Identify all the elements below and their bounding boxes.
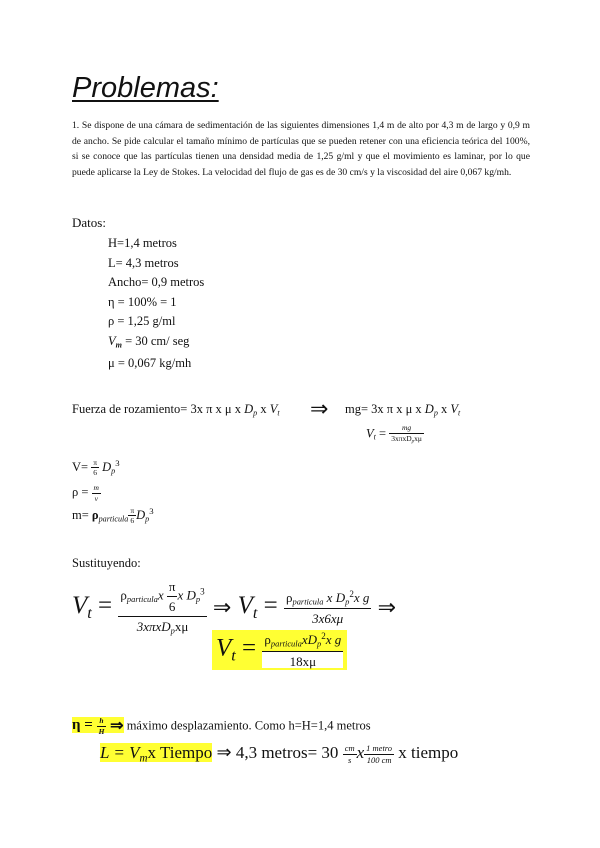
dato-vm: $V_m = 30$ cm/ seg	[108, 333, 190, 349]
dato-mu: μ = 0,067 kg/mh	[108, 356, 192, 371]
dato-ancho: Ancho= 0,9 metros	[108, 275, 205, 289]
vt-derivation-1: $V_t$ = $\rho_{particula}x$ $\frac{\pi}{6}$ x $D_p^3$ 3xπxD$_p$xμ ⇒ $V_t$ = $\frac{\rho_{particula} x D_p^2x g}{3x6x\mu}$ ⇒	[72, 579, 397, 636]
volume-equation: V= $\frac{\pi}{6}$ $D_p^3$	[72, 457, 120, 478]
vt-final-highlighted: $V_t$ = $\frac{\rho_{particula}xD_p^2x g}{18x\mu}$	[212, 630, 347, 670]
vt-equation: $V_t$ = $\frac{mg}{3x\pi xD_px\mu}$	[366, 423, 422, 444]
density-equation: ρ = $\frac{m}{v}$	[72, 483, 99, 503]
datos-heading: Datos:	[72, 215, 106, 230]
page-title: Problemas:	[72, 72, 219, 104]
eta-line: η = $\frac{h}{H}$ ⇒ máximo desplazamiento. Como h=H=1,4 metros	[72, 716, 371, 736]
implies-arrow-1: ⇒	[310, 396, 329, 421]
length-equation: $L = V_mx$ Tiempo ⇒ 4,3 metros= 30 $\frac{cm}{s}$ x $\frac{\text{1 metro}}{100 cm}$ x tiempo	[100, 742, 459, 765]
mass-equation: $m= \rho_{particula}$ $\frac{\pi}{6}$ $D_p^3$	[72, 505, 154, 526]
dato-l: L= 4,3 metros	[108, 255, 179, 270]
dato-eta: η = 100% = 1	[108, 294, 177, 309]
dato-rho: ρ = 1,25 g/ml	[108, 314, 176, 328]
problem-statement: 1. Se dispone de una cámara de sedimentación de las siguientes dimensiones 1,4 m de alto por 4,3 m de largo y 0,9 m de ancho. Se pide calcular el tamaño mínimo de partículas que se pueden retener con una eficiencia teórica del 100%, si se conoce que las partículas tienen una densidad media de 1,25 g/ml y que el movimiento es laminar, por lo que puede aplicarse la Ley de Stokes. La velocidad del flujo de gas es de 30 cm/s y la viscosidad del aire 0,067 kg/mh.	[72, 120, 530, 178]
datos-list	[108, 234, 204, 374]
sustituyendo-label: Sustituyendo:	[72, 556, 141, 570]
dato-h: H=1,4 metros	[108, 236, 177, 250]
fuerza-equation: Fuerza de rozamiento= 3x π x μ x $D_p$ x $V_t$	[72, 402, 280, 418]
mg-equation: mg= 3x π x μ x $D_p$ x $V_t$	[345, 402, 461, 418]
